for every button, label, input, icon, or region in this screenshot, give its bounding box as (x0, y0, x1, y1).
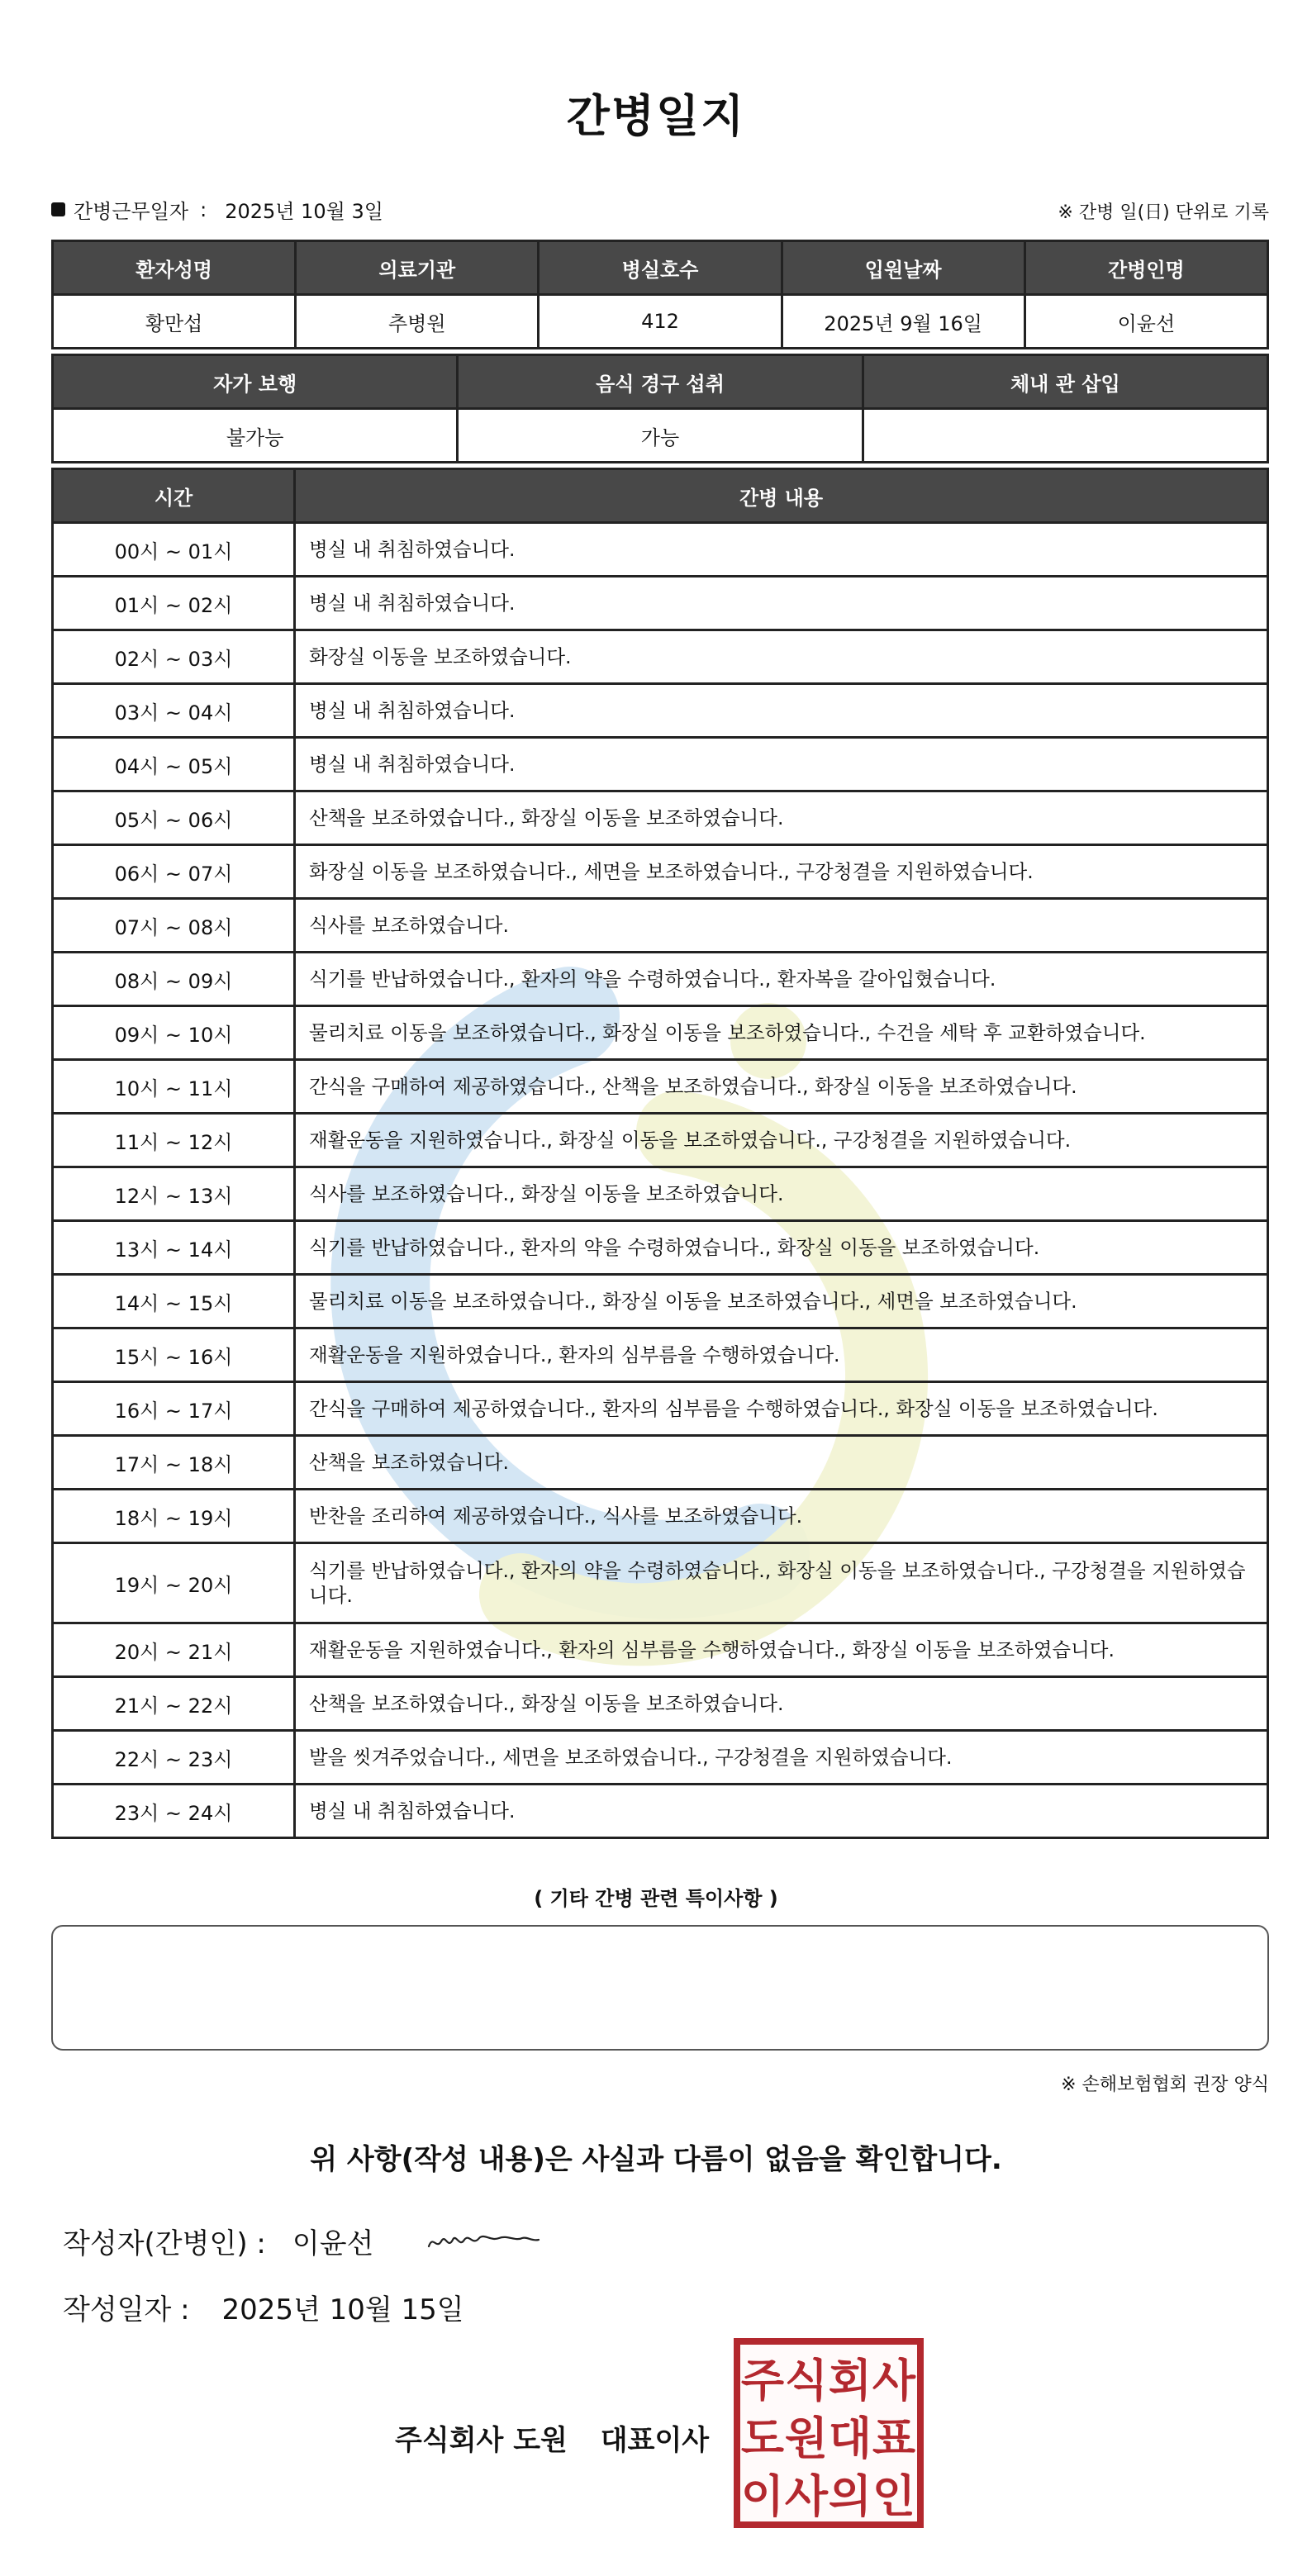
care-content: 재활운동을 지원하였습니다., 환자의 심부름을 수행하였습니다. (295, 1328, 1268, 1382)
care-content: 화장실 이동을 보조하였습니다. (295, 630, 1268, 684)
care-content: 식사를 보조하였습니다. (295, 899, 1268, 953)
company-rep-title: 대표이사 (600, 2424, 710, 2457)
care-time: 20시 ~ 21시 (53, 1623, 295, 1677)
care-row (53, 1677, 1268, 1731)
signature-icon (425, 2223, 549, 2256)
care-row (53, 1114, 1268, 1167)
header-room-number: 병실호수 (539, 241, 782, 295)
care-content: 산책을 보조하였습니다., 화장실 이동을 보조하였습니다. (295, 1677, 1268, 1731)
work-date-value: 2025년 10월 3일 (225, 200, 383, 223)
self-walking-value: 불가능 (53, 409, 458, 463)
care-time: 18시 ~ 19시 (53, 1490, 295, 1543)
care-time: 11시 ~ 12시 (53, 1114, 295, 1167)
care-time: 02시 ~ 03시 (53, 630, 295, 684)
care-row (53, 1785, 1268, 1838)
black-square-bullet-icon (51, 202, 65, 216)
care-time: 23시 ~ 24시 (53, 1785, 295, 1838)
header-oral-intake: 음식 경구 섭취 (458, 355, 863, 409)
care-time: 01시 ~ 02시 (53, 577, 295, 630)
care-row (53, 1436, 1268, 1490)
patient-name: 황만섭 (53, 295, 296, 349)
company-line (395, 2417, 709, 2458)
notes-box (51, 1925, 1269, 2051)
written-date-value: 2025년 10월 15일 (221, 2293, 464, 2326)
care-row (53, 684, 1268, 738)
care-row (53, 1275, 1268, 1328)
care-content: 반찬을 조리하여 제공하였습니다., 식사를 보조하였습니다. (295, 1490, 1268, 1543)
care-row (53, 1731, 1268, 1785)
care-row (53, 1006, 1268, 1060)
work-date-row (51, 195, 1269, 225)
care-content: 식사를 보조하였습니다., 화장실 이동을 보조하였습니다. (295, 1167, 1268, 1221)
header-hospital: 의료기관 (296, 241, 539, 295)
work-date-group (51, 195, 383, 224)
written-date-row (63, 2287, 464, 2327)
header-self-walking: 자가 보행 (53, 355, 458, 409)
care-time: 15시 ~ 16시 (53, 1328, 295, 1382)
care-time: 16시 ~ 17시 (53, 1382, 295, 1436)
seal-glyph: 주 (740, 2355, 785, 2407)
writer-row (63, 2221, 549, 2261)
care-content: 병실 내 취침하였습니다. (295, 523, 1268, 577)
care-time: 22시 ~ 23시 (53, 1731, 295, 1785)
care-row (53, 791, 1268, 845)
care-content: 병실 내 취침하였습니다. (295, 684, 1268, 738)
care-time: 19시 ~ 20시 (53, 1543, 295, 1623)
admission-date: 2025년 9월 16일 (782, 295, 1024, 349)
care-time: 00시 ~ 01시 (53, 523, 295, 577)
care-time: 21시 ~ 22시 (53, 1677, 295, 1731)
care-row (53, 1623, 1268, 1677)
ability-value-row (53, 409, 1268, 463)
room-number: 412 (539, 295, 782, 349)
notes-heading: ( 기타 간병 관련 특이사항 ) (534, 1887, 778, 1910)
care-content: 물리치료 이동을 보조하였습니다., 화장실 이동을 보조하였습니다., 세면을 보조하였습니다. (295, 1275, 1268, 1328)
care-row (53, 1167, 1268, 1221)
care-row (53, 899, 1268, 953)
seal-glyph: 대 (828, 2412, 872, 2464)
caregiver-name: 이윤선 (1024, 295, 1267, 349)
care-row (53, 523, 1268, 577)
care-time: 09시 ~ 10시 (53, 1006, 295, 1060)
tube-insertion-value (863, 409, 1267, 463)
care-time: 04시 ~ 05시 (53, 738, 295, 791)
care-time: 12시 ~ 13시 (53, 1167, 295, 1221)
seal-glyph: 이 (740, 2470, 785, 2522)
care-row (53, 577, 1268, 630)
header-time: 시간 (53, 469, 295, 523)
care-row (53, 953, 1268, 1006)
care-content: 식기를 반납하였습니다., 환자의 약을 수령하였습니다., 환자복을 갈아입혔습니다. (295, 953, 1268, 1006)
care-content: 간식을 구매하여 제공하였습니다., 환자의 심부름을 수행하였습니다., 화장실 이동을 보조하였습니다. (295, 1382, 1268, 1436)
company-name: 주식회사 도원 (395, 2424, 568, 2457)
page-title: 간병일지 (566, 90, 746, 142)
header-admission-date: 입원날짜 (782, 241, 1024, 295)
written-date-label: 작성일자 : (63, 2293, 190, 2326)
care-content: 병실 내 취침하였습니다. (295, 738, 1268, 791)
care-content: 식기를 반납하였습니다., 환자의 약을 수령하였습니다., 화장실 이동을 보조하였습니다. (295, 1221, 1268, 1275)
care-content: 발을 씻겨주었습니다., 세면을 보조하였습니다., 구강청결을 지원하였습니다. (295, 1731, 1268, 1785)
writer-name: 이윤선 (292, 2227, 374, 2260)
seal-glyph: 원 (784, 2412, 829, 2464)
seal-glyph: 회 (828, 2355, 872, 2407)
care-time: 13시 ~ 14시 (53, 1221, 295, 1275)
care-row (53, 1328, 1268, 1382)
writer-label: 작성자(간병인) : (63, 2227, 266, 2260)
care-time: 14시 ~ 15시 (53, 1275, 295, 1328)
care-content: 물리치료 이동을 보조하였습니다., 화장실 이동을 보조하였습니다., 수건을 세탁 후 교환하였습니다. (295, 1006, 1268, 1060)
seal-glyph: 식 (784, 2355, 829, 2407)
work-date-separator: : (200, 197, 207, 221)
form-note: ※ 손해보험협회 권장 양식 (1061, 2075, 1269, 2095)
care-content: 산책을 보조하였습니다. (295, 1436, 1268, 1490)
care-content: 간식을 구매하여 제공하였습니다., 산책을 보조하였습니다., 화장실 이동을 보조하였습니다. (295, 1060, 1268, 1114)
care-header-row (53, 469, 1268, 523)
header-tube-insertion: 체내 관 삽입 (863, 355, 1267, 409)
care-content: 화장실 이동을 보조하였습니다., 세면을 보조하였습니다., 구강청결을 지원하였습니다. (295, 845, 1268, 899)
care-log-body (53, 523, 1268, 1838)
care-time: 05시 ~ 06시 (53, 791, 295, 845)
care-content: 재활운동을 지원하였습니다., 환자의 심부름을 수행하였습니다., 화장실 이동을 보조하였습니다. (295, 1623, 1268, 1677)
seal-glyph: 의 (828, 2470, 872, 2522)
care-row (53, 738, 1268, 791)
oral-intake-value: 가능 (458, 409, 863, 463)
care-time: 17시 ~ 18시 (53, 1436, 295, 1490)
care-log-table (51, 468, 1269, 1839)
care-row (53, 845, 1268, 899)
care-content: 산책을 보조하였습니다., 화장실 이동을 보조하였습니다. (295, 791, 1268, 845)
care-row (53, 630, 1268, 684)
patient-ability-table (51, 354, 1269, 463)
ability-header-row (53, 355, 1268, 409)
care-time: 06시 ~ 07시 (53, 845, 295, 899)
header-care-content: 간병 내용 (295, 469, 1268, 523)
patient-header-row (53, 241, 1268, 295)
care-time: 10시 ~ 11시 (53, 1060, 295, 1114)
care-content: 병실 내 취침하였습니다. (295, 1785, 1268, 1838)
seal-glyph: 표 (872, 2412, 916, 2464)
record-note: ※ 간병 일(日) 단위로 기록 (1058, 202, 1269, 223)
header-patient-name: 환자성명 (53, 241, 296, 295)
care-row (53, 1221, 1268, 1275)
company-seal-icon (734, 2338, 924, 2528)
seal-glyphs (741, 2355, 916, 2522)
care-content: 병실 내 취침하였습니다. (295, 577, 1268, 630)
seal-glyph: 사 (872, 2355, 916, 2407)
care-time: 08시 ~ 09시 (53, 953, 295, 1006)
patient-value-row (53, 295, 1268, 349)
care-row (53, 1382, 1268, 1436)
seal-glyph: 도 (740, 2412, 785, 2464)
seal-glyph: 인 (872, 2470, 916, 2522)
work-date-label: 간병근무일자 (74, 200, 189, 223)
care-row (53, 1543, 1268, 1623)
confirmation-statement: 위 사항(작성 내용)은 사실과 다름이 없음을 확인합니다. (310, 2143, 1002, 2176)
care-time: 03시 ~ 04시 (53, 684, 295, 738)
seal-glyph: 사 (784, 2470, 829, 2522)
care-row (53, 1060, 1268, 1114)
hospital-name: 추병원 (296, 295, 539, 349)
patient-info-table (51, 240, 1269, 349)
care-time: 07시 ~ 08시 (53, 899, 295, 953)
care-content: 식기를 반납하였습니다., 환자의 약을 수령하였습니다., 화장실 이동을 보조하였습니다., 구강청결을 지원하였습니다. (295, 1543, 1268, 1623)
care-row (53, 1490, 1268, 1543)
header-caregiver-name: 간병인명 (1024, 241, 1267, 295)
care-content: 재활운동을 지원하였습니다., 화장실 이동을 보조하였습니다., 구강청결을 지원하였습니다. (295, 1114, 1268, 1167)
